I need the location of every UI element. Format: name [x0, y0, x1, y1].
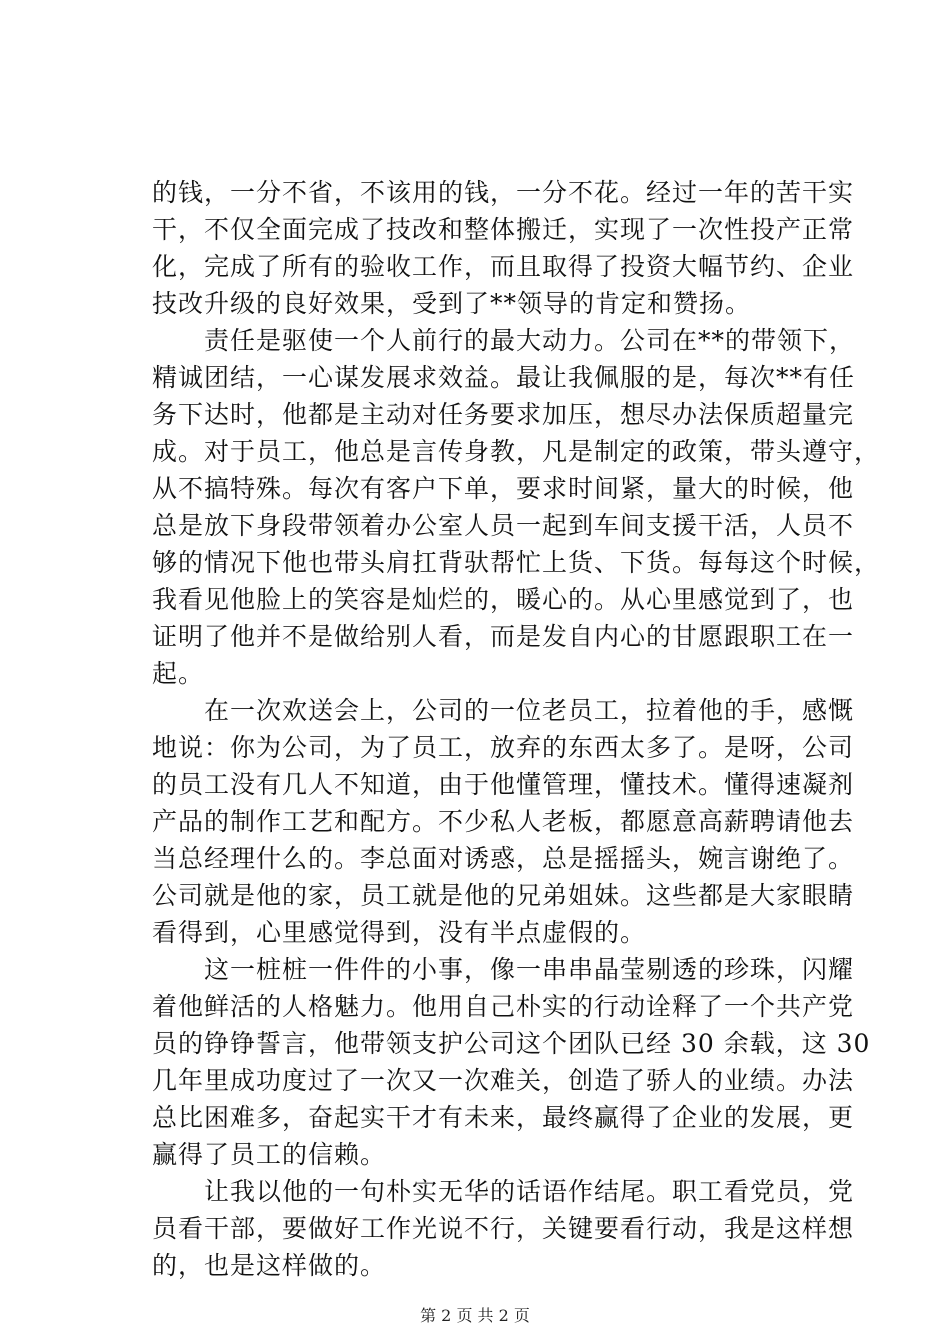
text-line: 让我以他的一句朴实无华的话语作结尾。职工看党员，党: [152, 1177, 855, 1206]
text-line: 的钱，一分不省，不该用的钱，一分不花。经过一年的苦干实: [152, 178, 855, 207]
text-line: 务下达时，他都是主动对任务要求加压，想尽办法保质超量完: [152, 400, 855, 429]
text-line: 赢得了员工的信赖。: [152, 1140, 387, 1169]
text-line: 精诚团结，一心谋发展求效益。最让我佩服的是，每次**有任: [152, 363, 856, 392]
text-line: 这一桩桩一件件的小事，像一串串晶莹剔透的珍珠，闪耀: [152, 955, 855, 984]
text-line: 员看干部，要做好工作光说不行，关键要看行动，我是这样想: [152, 1214, 855, 1243]
text-line: 的，也是这样做的。: [152, 1251, 387, 1280]
paragraph: [152, 1173, 855, 1284]
text-line: 的员工没有几人不知道，由于他懂管理，懂技术。懂得速凝剂: [152, 770, 855, 799]
text-line: 起。: [152, 659, 205, 688]
text-line: 够的情况下他也带头肩扛背驮帮忙上货、下货。每每这个时候，: [152, 548, 881, 577]
text-line: 成。对于员工，他总是言传身教，凡是制定的政策，带头遵守，: [152, 437, 881, 466]
page-number: 第 2 页 共 2 页: [420, 1306, 530, 1325]
text-line: 从不搞特殊。每次有客户下单，要求时间紧，量大的时候，他: [152, 474, 855, 503]
paragraph: [152, 322, 881, 692]
paragraph: [152, 951, 871, 1173]
text-line: 看得到，心里感觉得到，没有半点虚假的。: [152, 918, 647, 947]
page-footer: [0, 1306, 950, 1326]
text-line: 总是放下身段带领着办公室人员一起到车间支援干活，人员不: [152, 511, 855, 540]
document-body: [152, 174, 881, 1284]
text-line: 地说：你为公司，为了员工，放弃的东西太多了。是呀，公司: [152, 733, 855, 762]
text-line: 证明了他并不是做给别人看，而是发自内心的甘愿跟职工在一: [152, 622, 855, 651]
text-line: 几年里成功度过了一次又一次难关，创造了骄人的业绩。办法: [152, 1066, 855, 1095]
text-line: 技改升级的良好效果，受到了**领导的肯定和赞扬。: [152, 289, 752, 318]
text-line: 总比困难多，奋起实干才有未来，最终赢得了企业的发展，更: [152, 1103, 855, 1132]
text-line: 员的铮铮誓言，他带领支护公司这个团队已经 30 余载，这 30: [152, 1029, 871, 1058]
text-line: 公司就是他的家，员工就是他的兄弟姐妹。这些都是大家眼睛: [152, 881, 855, 910]
text-line: 在一次欢送会上，公司的一位老员工，拉着他的手，感慨: [152, 696, 855, 725]
paragraph: [152, 692, 855, 951]
text-line: 我看见他脸上的笑容是灿烂的，暖心的。从心里感觉到了，也: [152, 585, 855, 614]
text-line: 干，不仅全面完成了技改和整体搬迁，实现了一次性投产正常: [152, 215, 855, 244]
text-line: 当总经理什么的。李总面对诱惑，总是摇摇头，婉言谢绝了。: [152, 844, 855, 873]
text-line: 责任是驱使一个人前行的最大动力。公司在**的带领下，: [152, 326, 856, 355]
text-line: 化，完成了所有的验收工作，而且取得了投资大幅节约、企业: [152, 252, 855, 281]
text-line: 着他鲜活的人格魅力。他用自己朴实的行动诠释了一个共产党: [152, 992, 855, 1021]
paragraph: [152, 174, 855, 322]
text-line: 产品的制作工艺和配方。不少私人老板，都愿意高薪聘请他去: [152, 807, 855, 836]
